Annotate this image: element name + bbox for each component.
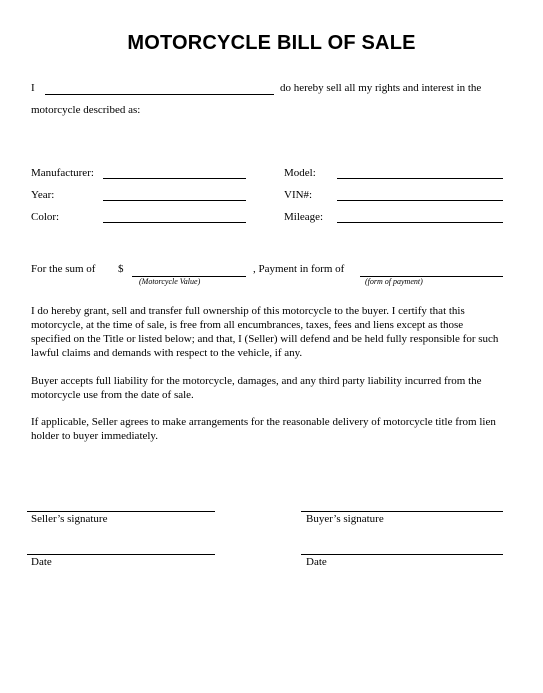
seller-date-label: Date	[31, 556, 52, 568]
paragraph-liability-text: Buyer accepts full liability for the motorcycle, damages, and any third party liability incurred from the motorcycle use from the date of sale.	[31, 375, 482, 401]
model-label: Model:	[284, 167, 316, 179]
document-title: MOTORCYCLE BILL OF SALE	[127, 32, 416, 54]
payment-form-hint: (form of payment)	[365, 277, 423, 286]
mileage-field[interactable]	[337, 222, 503, 223]
currency-symbol: $	[118, 263, 124, 275]
paragraph-delivery	[31, 415, 501, 443]
vin-label: VIN#:	[284, 189, 313, 201]
year-label: Year:	[31, 189, 55, 201]
paragraph-liability	[31, 374, 501, 402]
color-field[interactable]	[103, 222, 246, 223]
buyer-date-label: Date	[306, 556, 327, 568]
seller-date-field[interactable]	[27, 554, 215, 555]
manufacturer-field[interactable]	[103, 178, 246, 179]
paragraph-transfer	[31, 304, 501, 360]
buyer-signature-label: Buyer’s signature	[306, 513, 384, 525]
model-field[interactable]	[337, 178, 503, 179]
paragraph-delivery-text: If applicable, Seller agrees to make arrangements for the reasonable delivery of motorcycle title from lien holder to buyer immediately.	[31, 416, 496, 442]
motorcycle-value-hint: (Motorcycle Value)	[139, 277, 201, 286]
intro-suffix: do hereby sell all my rights and interest in the	[280, 82, 482, 94]
seller-signature-field[interactable]	[27, 511, 215, 512]
year-field[interactable]	[103, 200, 246, 201]
paragraph-transfer-text: I do hereby grant, sell and transfer full ownership of this motorcycle to the buyer. I certify that this motorcycle, at the time of sale, is free from all encumbrances, taxes, fees and liens except as those specified on the Title or listed below; and that, I (Seller) will defend and be held fully responsible for such lawful claims and demands with respect to the vehicle, if any.	[31, 305, 499, 359]
seller-signature-label: Seller’s signature	[31, 513, 108, 525]
manufacturer-label: Manufacturer:	[31, 167, 94, 179]
seller-name-field[interactable]	[45, 94, 274, 95]
color-label: Color:	[31, 211, 60, 223]
sum-label: For the sum of	[31, 263, 96, 275]
vin-field[interactable]	[337, 200, 503, 201]
buyer-signature-field[interactable]	[301, 511, 503, 512]
mileage-label: Mileage:	[284, 211, 324, 223]
buyer-date-field[interactable]	[301, 554, 503, 555]
intro-line-2: motorcycle described as:	[31, 104, 141, 116]
intro-prefix: I	[31, 82, 35, 94]
payment-form-label: , Payment in form of	[253, 263, 345, 275]
